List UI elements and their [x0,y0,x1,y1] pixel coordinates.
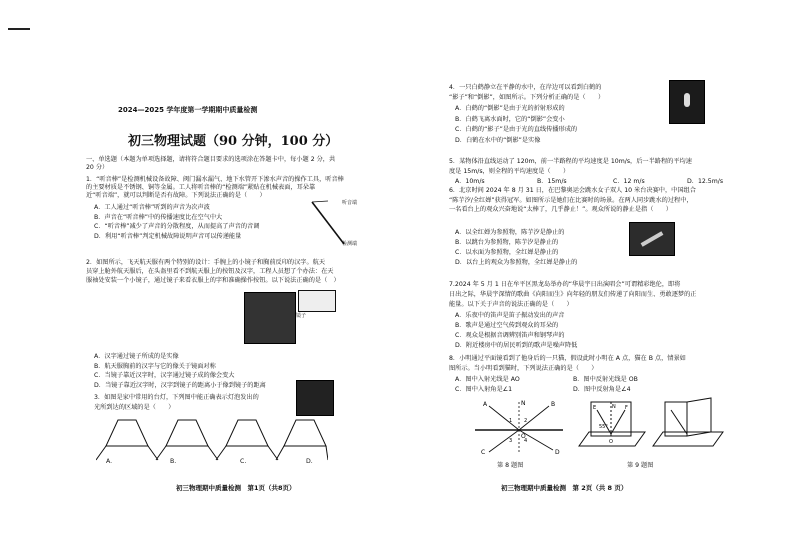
question-7-options: A．乐夜中的笛声是笛子振动发出的声音 B．歌声是通过空气传到观众的耳朵的 C．观众是根据音调辨别笛声和钢琴声的 D．附近楼房中的居民听到的歌声是噪声降低 [455,312,578,349]
fig9-label-f: F [625,405,628,411]
question-6: 6．北京时间 2024 年 8 月 31 日，在巴黎奥运会跳水女子双人 10 米台决赛中，中国组合 “陈芋汐/全红婵”获得冠军。如图所示是她们在比赛时的场景。在两人同步跳水的过程中， 一名看台上的观众兴奋地说“太棒了，几乎静止！”。观众所说的静止是指（ ） [449,187,696,213]
q8-option-d: D．图中反射角是∠4 [573,386,631,393]
control-panel-figure [298,290,336,312]
figure-9-mirror-board [575,396,725,456]
rod-label-listening-end: 听音端 [342,200,358,206]
q5-option-b: B．15m/s [537,178,567,185]
fig8-angle-3: 3 [509,438,513,444]
q3-option-b: B. [170,458,177,465]
q3-option-c: C. [240,458,247,465]
q8-option-a: A．图中入射光线是 AO [455,376,520,383]
q5-option-a: A．10m/s [455,178,485,185]
fig8-label-c: C [481,449,486,456]
page-2 [397,0,794,560]
listening-rod-figure [300,198,370,250]
question-3: 3．如图是家中常用的台灯，下列图中能正确表示灯泡发出的 光所到达的区域的是（ ） [94,394,259,411]
lamp-options-figure [96,416,328,472]
page-title: 初三物理试题（90 分钟，100 分） [128,134,339,149]
q5-option-d: D．12.5m/s [687,178,724,185]
figure-8-caption: 第 8 题图 [497,462,524,469]
crane-photo [669,80,705,124]
question-6-options: A．以全红婵为参照物，陈芋汐是静止的 B．以跳台为参照物，陈芋汐是静止的 C．以水面为参照物，全红婵是静止的 D．以台上的观众为参照物，全红婵是静止的 [455,229,578,266]
desk-lamp-photo [296,380,334,416]
rod-label-detecting-end: 检测端 [342,241,358,247]
fig8-label-a: A [483,401,488,408]
fig9-angle: 55° [599,424,608,430]
q3-option-d: D. [306,458,313,465]
page-1-footer: 初三物理期中质量检测 第1页（共8页） [176,484,296,492]
fig8-label-d: D [555,449,560,456]
question-5: 5．某物体沿直线运动了 120m，前一半路程的平均速度是 10m/s，后一半路程的平均速 度是 15m/s，则全程的平均速度是（ ） [449,158,692,175]
question-1: 1．“听音棒”是检测机械设备故障、阀门漏水漏气、地下水管开下渗水声音的操作工具，听音棒 的主要材质是不锈钢、铜等金属。工人将听音棒的“检测端”紧贴在机械表面，耳朵靠 近“听音端”，就可以判断是否有故障。下列说法正确的是（ ） [86,176,344,199]
question-4-options: A．白鹤的“倒影”是由于光的折射形成的 B．白鹤飞离水面时，它的“倒影”会变小 C．白鹤的“影子”是由于光的直线传播形成的 D．白鹤在水中的“倒影”是实像 [455,105,578,144]
page-2-footer: 初三物理期中质量检测 第 2页（共 8 页） [501,484,628,492]
fig9-label-e: E [593,405,597,411]
fig8-label-n: N [521,400,526,407]
q3-option-a: A. [106,458,113,465]
fig8-label-b: B [551,401,556,408]
fig8-angle-1: 1 [509,418,513,424]
spacesuit-photo [244,292,296,344]
question-2: 2．如图所示，飞天航天服有两个特别的设计：手腕上的小镜子和胸前反印的汉字。航天 员穿上舱外航天服后，在头盔里看不到航天服上的按钮及汉字，工程人员想了个办法：在天 服袖处安装一个小镜子，通过镜子来看衣服上的字和准确操作按钮。以下说法正确的是（ ） [86,259,340,284]
figure-9-caption: 第 9 题图 [627,462,654,469]
question-1-options: A．工人通过“听音棒”听到的声音为次声波 B．声音在“听音棒”中的传播速度比在空气中大 C．“听音棒”减少了声音的分散程度，从而提高了声音的音调 D．利用“听音棒”判定机械故障说明声音可以传递能量 [94,204,260,240]
fig9-label-o: O [609,439,613,445]
question-7: 7.2024 年 5 月 1 日在牟平区黑龙岛举办的“华晨宇日出演唱会”可谓精彩绝伦，即将 日出之际，华晨宇深情的歌曲《向阳而生》向年轻的朋友们传递了向阳而生、勇敢逐梦的正 能量。以下关于声音的说法正确的是（ ） [449,281,697,308]
figure-8-reflection [469,396,569,456]
fig8-angle-2: 2 [524,418,528,424]
section-heading: 一、单选题（本题为单项选择题，请将符合题目要求的选项涂在答题卡中，每小题 2 分，共 20 分） [86,156,336,171]
label-mirror: 镜子 [296,313,307,319]
q8-option-b: B．图中反射光线是 OB [573,376,638,383]
exam-header: 2024—2025 学年度第一学期期中质量检测 [118,106,258,114]
question-2-options: A．汉字通过镜子所成的是实像 B．航天服胸前的汉字与它的像关于镜面对称 C．当镜子靠近汉字时，汉字通过镜子成的像会变大 D．当镜子靠近汉字时，汉字到镜子的距离小于像到镜子的距离 [94,353,266,389]
question-8: 8．小明通过平面镜看到了他身后的一只猫，假设此时小明在 A 点，猫在 B 点，情景如 图所示。当小明看到猫时，下列说法正确的是（ ） [449,355,686,372]
fig9-label-n: N [612,404,616,410]
fig8-angle-4: 4 [524,438,528,444]
diving-photo [629,222,675,256]
q5-option-c: C．12 m/s [613,178,645,185]
fig8-label-o: O [521,433,526,440]
q8-option-c: C．图中入射角是∠1 [455,386,513,393]
question-4: 4．一只白鹤静立在平静的水中，在岸边可以看到白鹤的 “影子”和“倒影”，如图所示。下列分析正确的是（ ） [449,84,605,101]
